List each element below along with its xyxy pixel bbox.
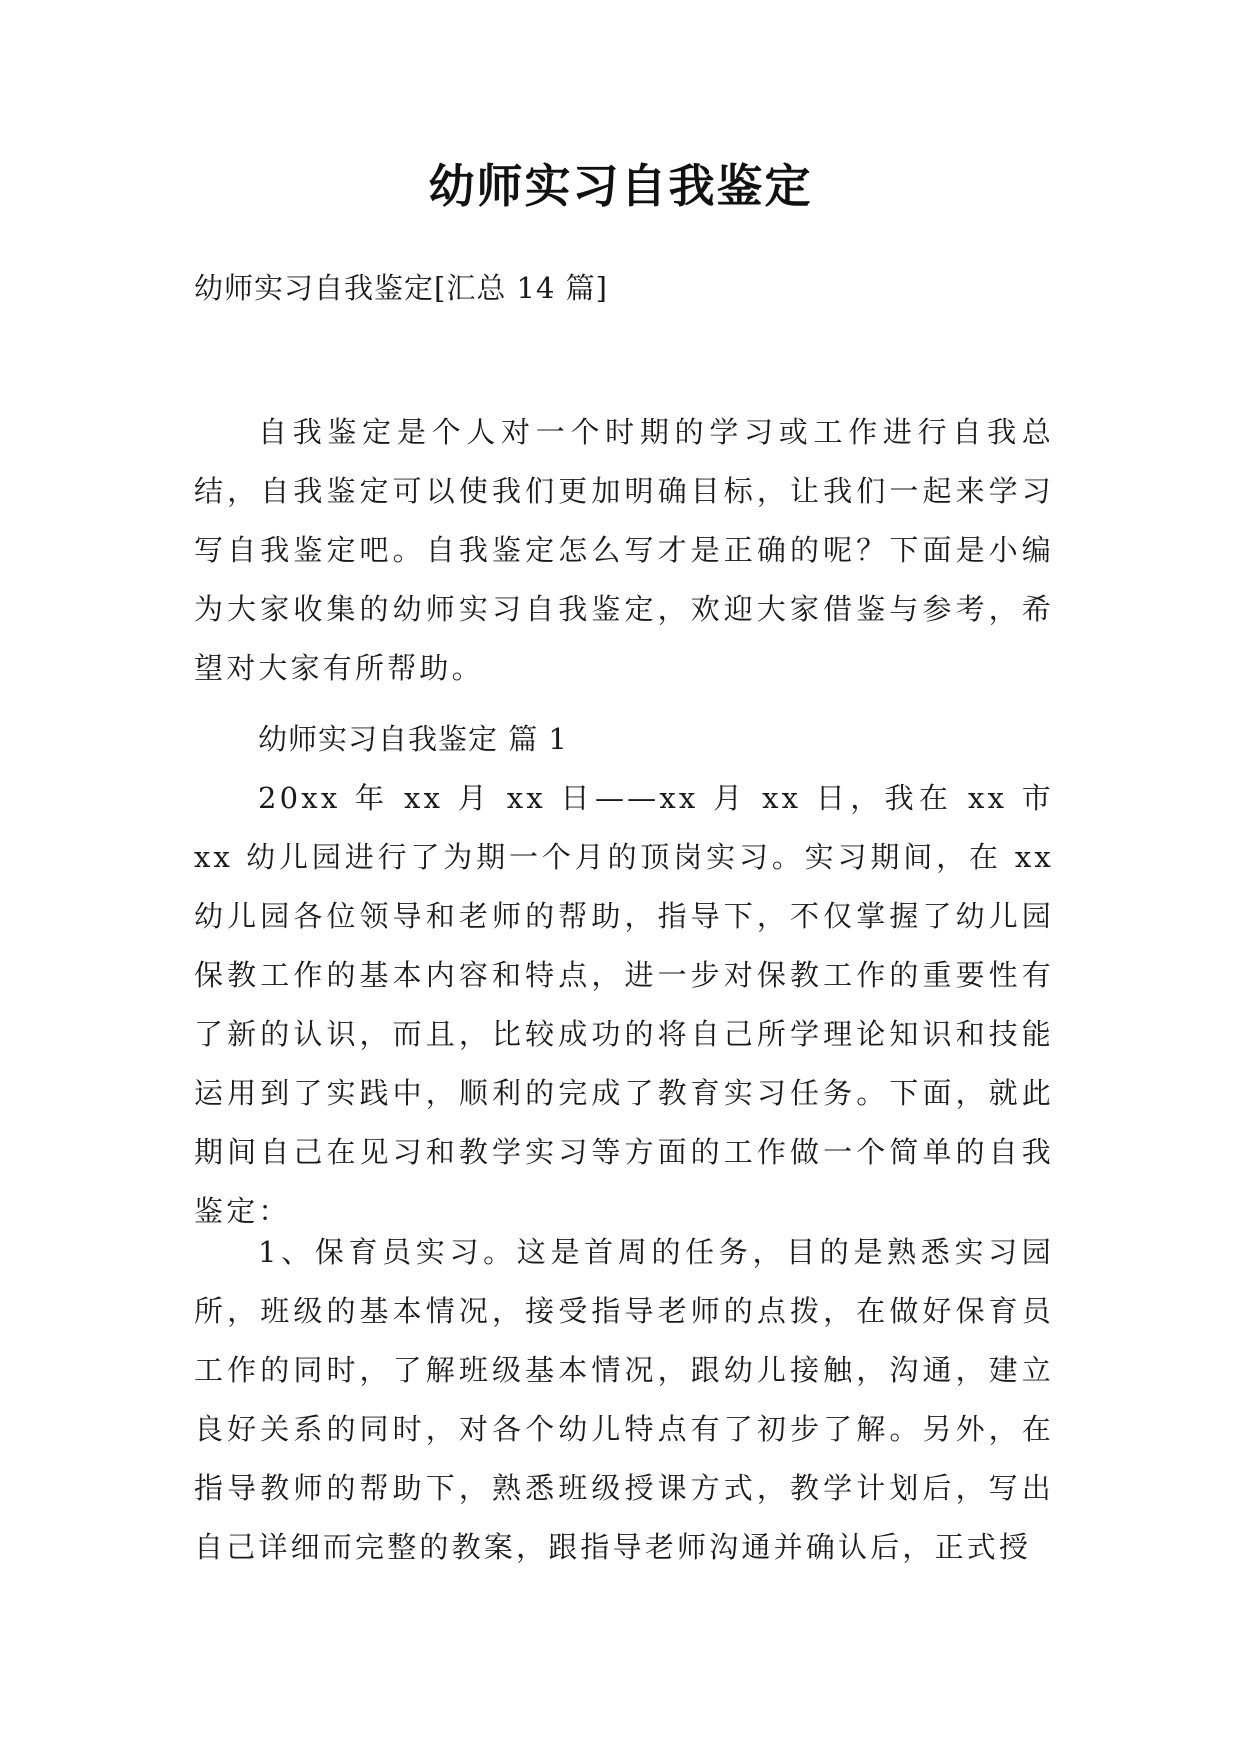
- body-paragraph-1: 20xx 年 xx 月 xx 日——xx 月 xx 日，我在 xx 市 xx 幼儿园进行了为期一个月的顶岗实习。实习期间，在 xx 幼儿园各位领导和老师的帮助，指导下，不仅掌握了幼儿园保教工作的基本内容和特点，进一步对保教工作的重要性有了新的认识，而且，比较成功的将自己所学理论知识和技能运用到了实践中，顺利的完成了教育实习任务。下面，就此期间自己在见习和教学实习等方面的工作做一个简单的自我鉴定：: [194, 781, 1054, 1228]
- intro-paragraph: 自我鉴定是个人对一个时期的学习或工作进行自我总结，自我鉴定可以使我们更加明确目标，让我们一起来学习写自我鉴定吧。自我鉴定怎么写才是正确的呢？下面是小编为大家收集的幼师实习自我鉴定，欢迎大家借鉴与参考，希望对大家有所帮助。: [194, 415, 1054, 685]
- document-subtitle: 幼师实习自我鉴定[汇总 14 篇]: [194, 271, 608, 305]
- section-heading: 幼师实习自我鉴定 篇 1: [258, 722, 568, 756]
- document-title: 幼师实习自我鉴定: [428, 159, 813, 213]
- body-paragraph-2: 1、保育员实习。这是首周的任务，目的是熟悉实习园所，班级的基本情况，接受指导老师的点拨，在做好保育员工作的同时，了解班级基本情况，跟幼儿接触，沟通，建立良好关系的同时，对各个幼儿特点有了初步了解。另外，在指导教师的帮助下，熟悉班级授课方式，教学计划后，写出自己详细而完整的教案，跟指导老师沟通并确认后，正式授: [194, 1235, 1054, 1564]
